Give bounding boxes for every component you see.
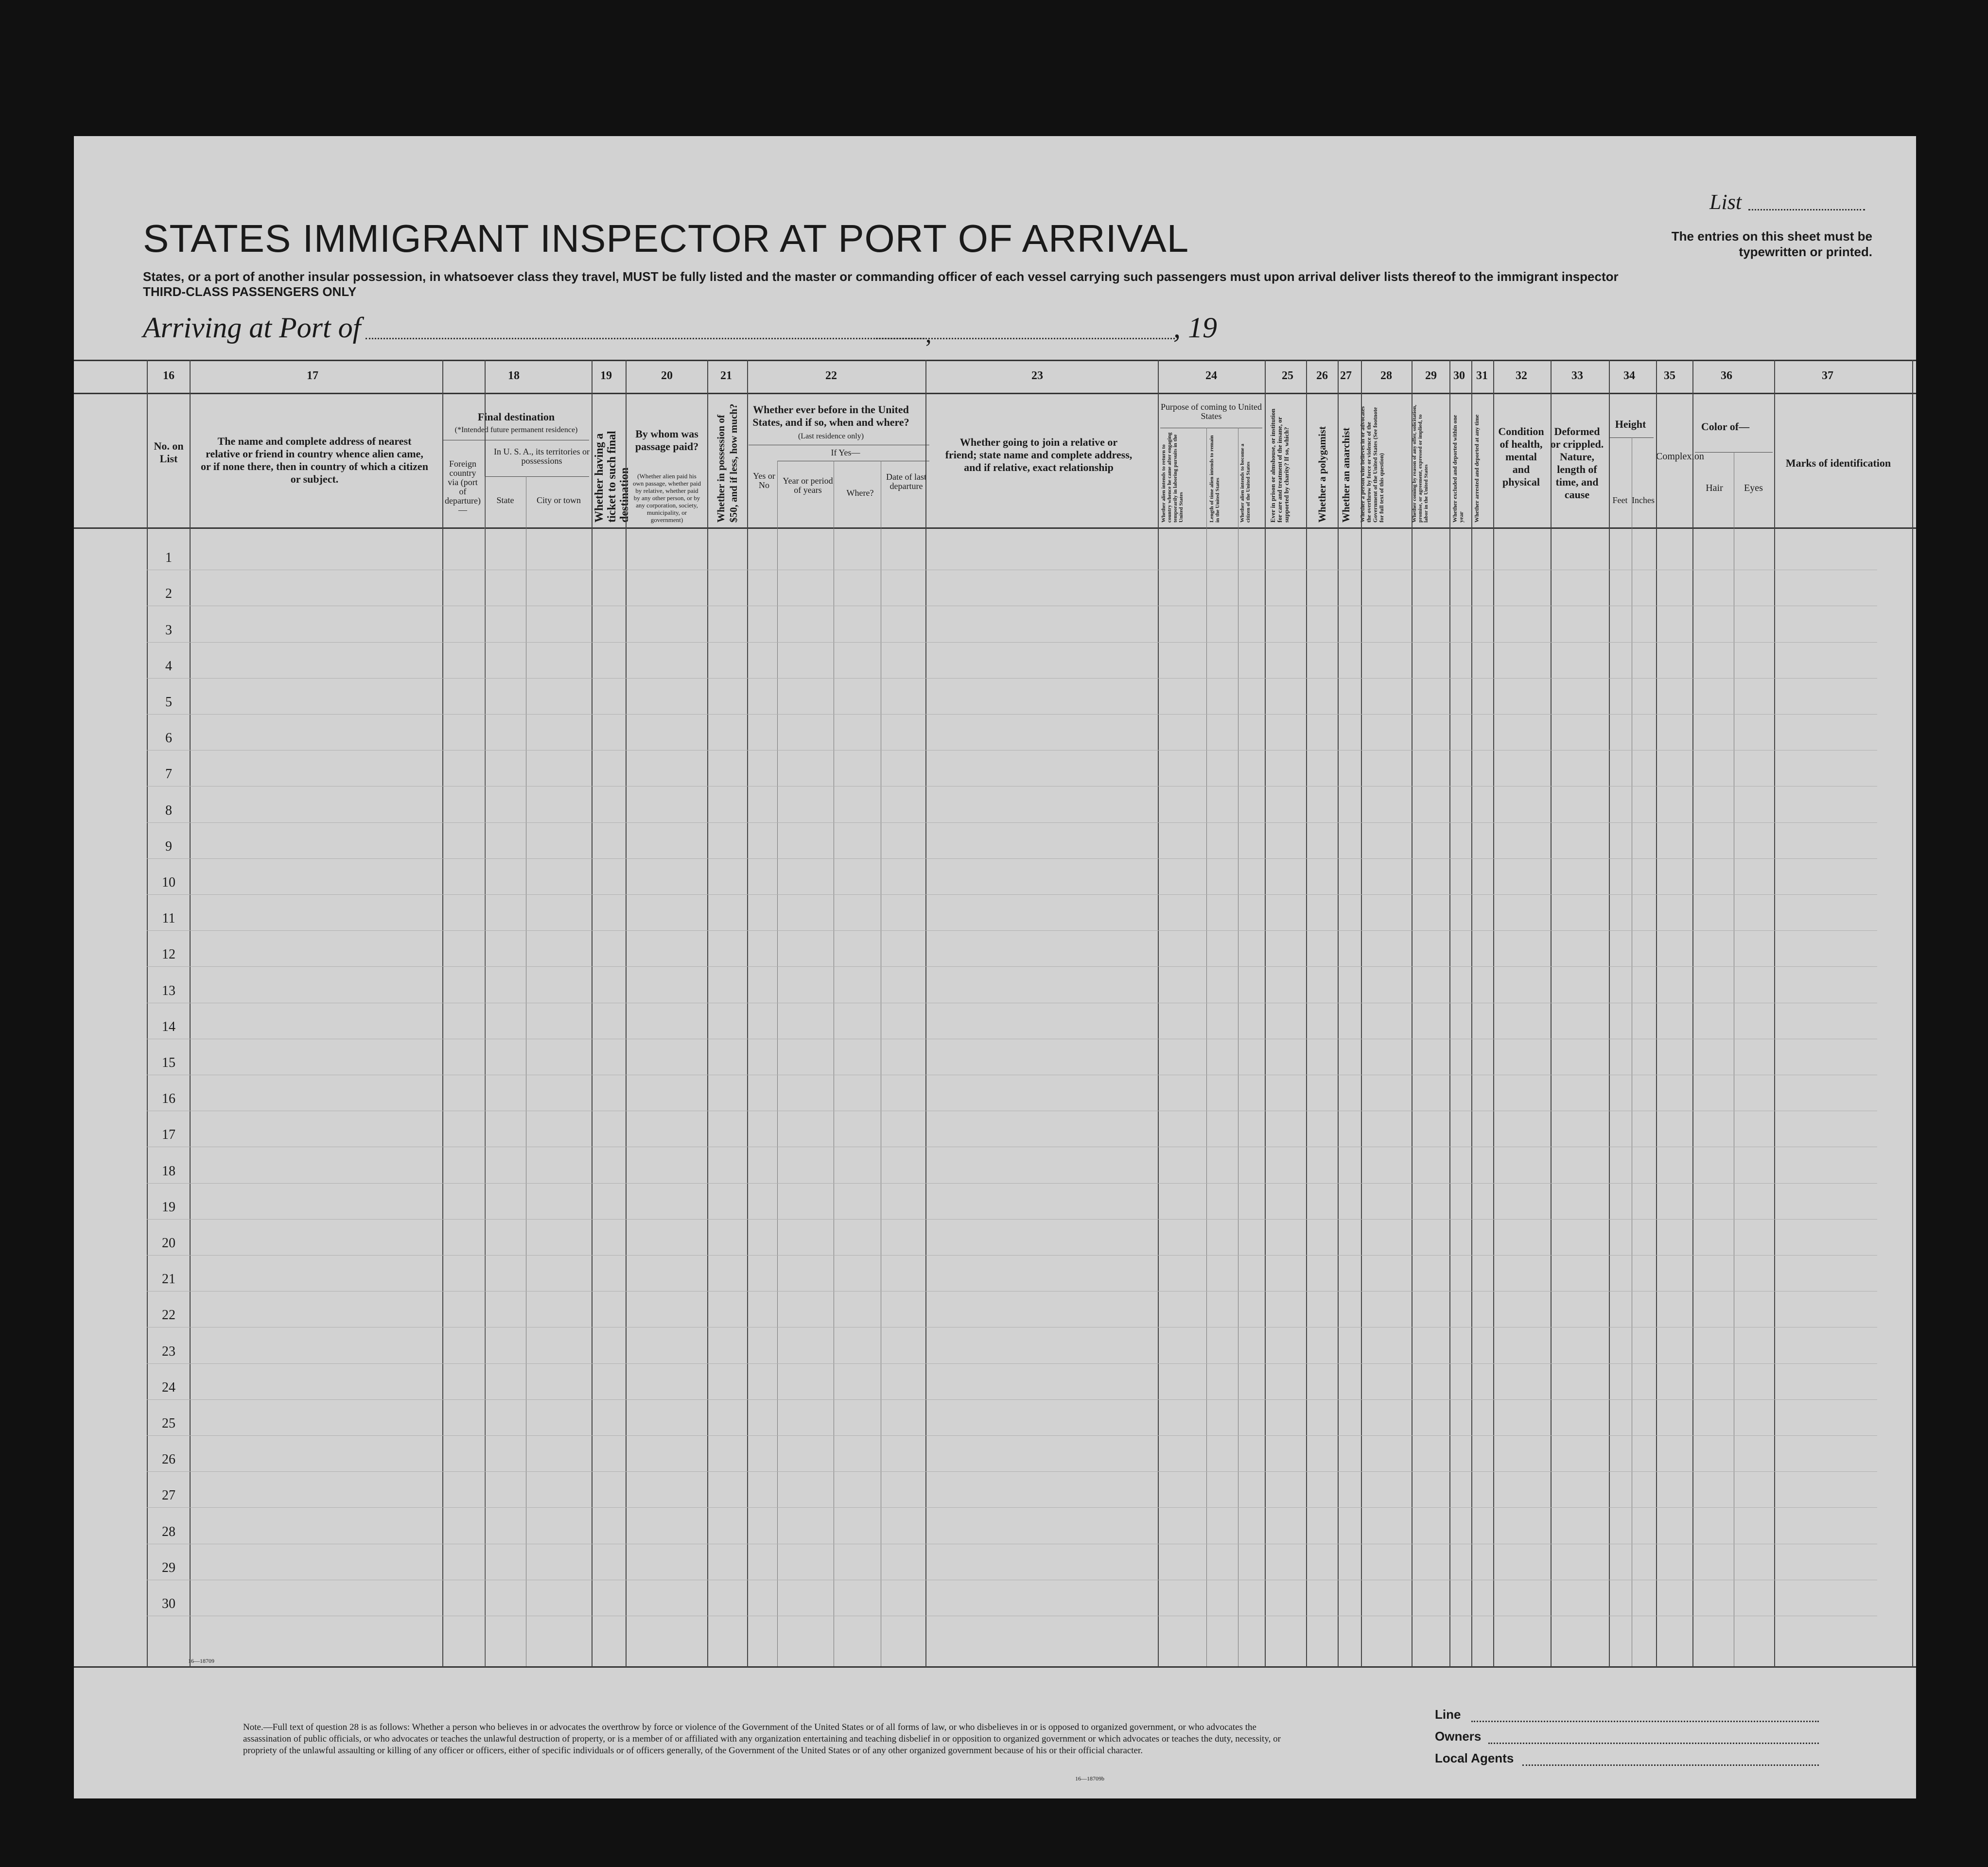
owners-label: Owners [1435,1729,1482,1744]
col-32-label: Condition of health, mental and physical [1498,425,1544,488]
col-num-34: 34 [1623,369,1635,382]
table-row[interactable] [147,1399,1877,1400]
col-num-19: 19 [600,369,612,382]
table-row[interactable] [147,1471,1877,1472]
table-row[interactable] [147,894,1877,895]
col-29-label: Whether coming by reason of any offer, solicitation, promise, or agreement, expressed or implied, to labor in the United States [1412,404,1429,523]
table-bottom-line [74,1666,1916,1668]
form-number-b: 16—18709b [1075,1775,1104,1782]
col-22-date: Date of last departure [886,472,926,491]
table-row[interactable] [147,1363,1877,1364]
col-18-usa: In U. S. A., its territories or possessions [494,447,590,466]
col-30-label: Whether excluded and deported within one year [1451,415,1465,523]
table-row[interactable] [147,642,1877,643]
col-33-label: Deformed or crippled. Nature, length of time, and cause [1550,425,1604,501]
footnote: Note.—Full text of question 28 is as follows: Whether a person who believes in or advocates the overthrow by force or violence of the Government of the United States or of all forms of law, or who disbelieves in or is opposed to organized government, or who advocates the assassination of public officials, or who advocates or teaches the unlawful destruction of property, or is a member of or affiliated with any organization entertaining and teaching disbelief in or opposition to organized government or which advocates or teaches the duty, necessity, or propriety of the unlawful assaulting or killing of any officer or officers, either of specific individuals or of officers generally, of the Government of the United States or of any other organized government because of his or their official character. [243,1722,1281,1756]
list-blank[interactable] [1748,209,1865,210]
col-24-c: Whether alien intends to become a citizen of the United States [1239,443,1251,523]
col-17-label: The name and complete address of nearest relative or friend in country whence alien came, or if none there, then in country of which a citizen or subject. [201,435,428,485]
table-row[interactable] [147,858,1877,859]
line-blank[interactable] [1471,1721,1819,1722]
col-num-25: 25 [1282,369,1293,382]
sub-column-rule [1206,428,1207,1666]
table-row[interactable] [147,1435,1877,1436]
col-num-32: 32 [1516,369,1527,382]
col-34-inches: Inches [1632,495,1655,505]
row-number: 19 [162,1199,175,1215]
row-number: 27 [162,1488,175,1503]
row-number: 4 [165,658,172,674]
entries-note: The entries on this sheet must be typewritten or printed. [1671,229,1872,259]
col-31-label: Whether arrested and deported at any time [1473,414,1480,523]
col-36-hair: Hair [1706,483,1723,493]
table-row[interactable] [147,1183,1877,1184]
row-number: 29 [162,1560,175,1575]
table-row[interactable] [147,966,1877,967]
col-num-28: 28 [1380,369,1392,382]
col-22-where: Where? [846,488,874,498]
row-number: 16 [162,1091,175,1107]
col-num-24: 24 [1205,369,1217,382]
col-18-state: State [496,495,514,505]
row-number: 28 [162,1524,175,1539]
row-number: 10 [162,875,175,890]
agents-label: Local Agents [1435,1751,1514,1765]
table-row[interactable] [147,678,1877,679]
col-num-31: 31 [1476,369,1488,382]
col-num-16: 16 [163,369,174,382]
table-row[interactable] [147,1507,1877,1508]
col-num-29: 29 [1425,369,1437,382]
col-22-year: Year or period of years [783,476,833,495]
row-number: 8 [165,803,172,818]
owners-blank[interactable] [1488,1743,1819,1744]
column-rule [1912,360,1913,1667]
header-bottom-line [74,527,1916,529]
row-number: 9 [165,838,172,854]
row-number: 13 [162,983,175,998]
list-label: List [1709,190,1742,214]
col-18-foreign: Foreign country via (port of departure)— [445,459,481,515]
page-title: STATES IMMIGRANT INSPECTOR AT PORT OF ARRIVAL [143,217,1189,260]
class-label: THIRD-CLASS PASSENGERS ONLY [143,284,357,299]
col-num-30: 30 [1453,369,1465,382]
row-number: 12 [162,947,175,962]
arriving-label: Arriving at Port of [143,312,361,344]
col-25-label: Ever in prison or almshouse, or institution for care and treatment of the insane, or supported by charity? If so, which? [1269,408,1290,523]
col-27-label: Whether an anarchist [1340,427,1352,523]
col-24-label: Purpose of coming to United States [1161,402,1262,421]
col-35-label: Complexion [1656,451,1704,462]
row-number: 11 [162,911,175,926]
col-num-23: 23 [1031,369,1043,382]
col-num-21: 21 [720,369,732,382]
col-20-note: (Whether alien paid his own passage, whether paid by relative, whether paid by any other person, or by any corporation, society, municipality, or government) [632,472,701,523]
divider [485,476,589,477]
col-num-33: 33 [1571,369,1583,382]
header-top-line [74,360,1916,361]
col-36-label: Color of— [1701,420,1750,433]
col-18-label: Final destination [477,411,555,423]
col-num-26: 26 [1316,369,1328,382]
table-row[interactable] [147,930,1877,931]
table-row[interactable] [147,1255,1877,1256]
col-28-label: Whether a person who believes in or advocates the overthrow by force or violence of the Government of the United States (See footnote for full text of this question) [1359,406,1385,523]
comma: , [925,320,932,348]
col-26-label: Whether a polygamist [1316,426,1328,523]
col-22-yesno: Yes or No [753,471,775,490]
col-34-label: Height [1615,418,1646,430]
form-number: 16—18709 [188,1658,214,1664]
row-number: 20 [162,1236,175,1251]
col-num-18: 18 [508,369,520,382]
row-number: 15 [162,1055,175,1070]
row-number: 1 [165,550,172,566]
col-num-37: 37 [1822,369,1833,382]
col-num-27: 27 [1340,369,1352,382]
instructions-text: States, or a port of another insular possession, in whatsoever class they travel, MUST be fully listed and the master or commanding officer of each vessel carrying such passengers must upon arrival deliver lists thereof to the immigrant inspector [143,269,1619,284]
row-number: 17 [162,1127,175,1143]
table-row[interactable] [147,1219,1877,1220]
row-number: 7 [165,767,172,782]
manifest-sheet [74,136,1916,1798]
col-num-35: 35 [1664,369,1675,382]
row-number: 24 [162,1379,175,1395]
row-number: 2 [165,586,172,602]
col-18-city: City or town [536,495,581,505]
col-21-label: Whether in possession of $50, and if less, how much? [715,403,739,523]
line-label: Line [1435,1707,1461,1722]
col-num-36: 36 [1721,369,1732,382]
col-34-feet: Feet [1612,495,1628,505]
table-row[interactable] [147,714,1877,715]
col-37-label: Marks of identification [1785,457,1891,469]
row-number: 23 [162,1344,175,1359]
col-24-a: Whether alien intends to return to country whence he came after engaging temporarily in laboring pursuits in the United States [1161,432,1184,523]
col-19-label: Whether having a ticket to such final destination [593,431,631,523]
col-24-b: Length of time alien intends to remain in the United States [1209,435,1221,523]
row-number: 21 [162,1272,175,1287]
col-23-label: Whether going to join a relative or friend; state name and complete address, and if relative, exact relationship [945,436,1133,473]
header-num-line [74,393,1916,394]
row-number: 26 [162,1452,175,1467]
date-blank[interactable] [873,338,1175,339]
row-number: 14 [162,1019,175,1034]
col-22-label: Whether ever before in the United States, and if so, when and where? [752,403,909,428]
col-22-ifyes: If Yes— [831,448,860,457]
row-number: 22 [162,1308,175,1323]
row-number: 18 [162,1163,175,1179]
row-number: 25 [162,1416,175,1431]
col-36-eyes: Eyes [1744,483,1763,493]
col-22-note: (Last residence only) [798,432,864,440]
col-num-17: 17 [307,369,318,382]
port-blank[interactable] [366,338,924,339]
col-20-label: By whom was passage paid? [635,428,699,453]
col-num-20: 20 [661,369,673,382]
agents-blank[interactable] [1522,1764,1819,1766]
col-num-22: 22 [825,369,837,382]
year-label: , 19 [1173,312,1217,344]
col-18-note: (*Intended future permanent residence) [454,426,578,434]
col-16-label: No. on List [154,440,184,465]
row-number: 30 [162,1596,175,1611]
row-number: 6 [165,731,172,746]
row-number: 3 [165,622,172,638]
table-row[interactable] [147,822,1877,823]
row-number: 5 [165,695,172,710]
